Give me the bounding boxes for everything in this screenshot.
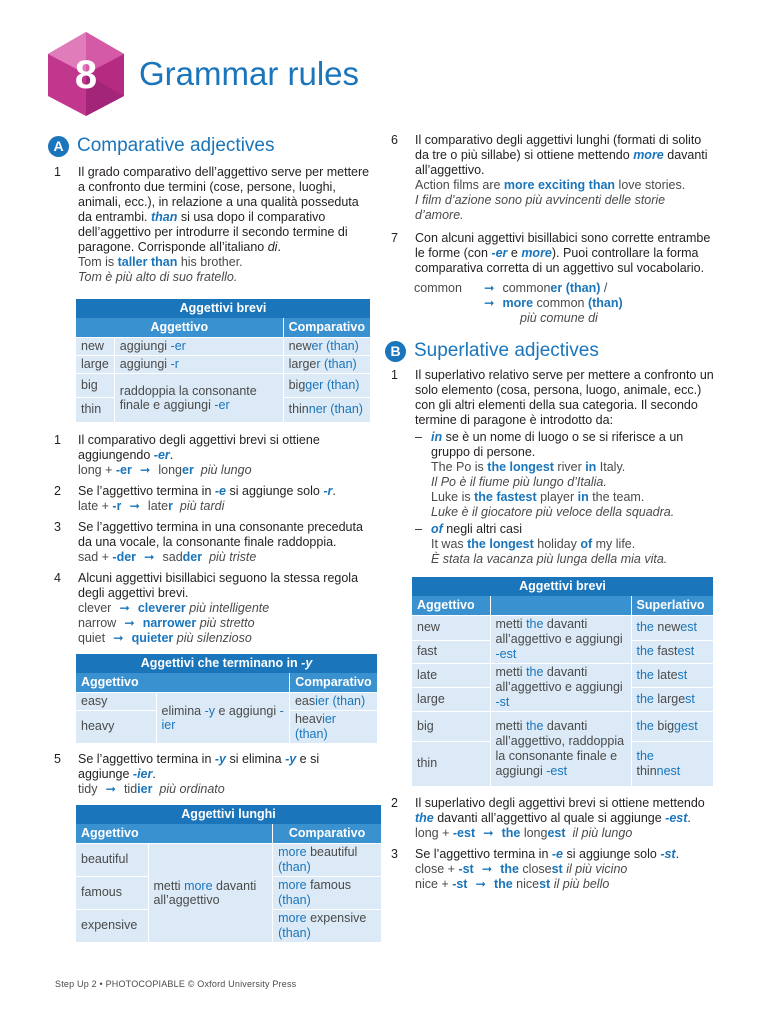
- table-row: big metti the davanti all’aggettivo, raddoppia la consonante finale e aggiungi -est the biggest: [412, 712, 713, 742]
- table-row: easy elimina -y e aggiungi -ier easier (than): [76, 692, 377, 710]
- rule-3: 3 Se l’aggettivo termina in una consonante preceduta da una vocale, la consonante finale raddoppia. sad + -der ➞ sadder più triste: [54, 519, 363, 564]
- superlative-rule-3: 3 Se l’aggettivo termina in -e si aggiunge solo -st. close + -st ➞ the closest il più vicino nice + -st ➞ the nicest il più bello: [391, 846, 680, 891]
- table-row: big raddoppia la consonante finale e aggiungi -er bigger (than): [76, 374, 370, 398]
- example: Tom is taller than his brother.: [78, 255, 243, 269]
- table-row: expensive more expensive (than): [76, 909, 381, 942]
- table-caption: Aggettivi lunghi: [76, 805, 381, 824]
- table-superlative-short: Aggettivi brevi Aggettivo Superlativo new metti the davanti all’aggettivo e aggiungi -est the newest fast the fastest late metti the davanti all’aggettivo e aggiungi -st the latest large the largest big metti the davanti all’aggettivo, raddoppia la consonante finale e aggiungi -est the biggest thin the thinnest: [412, 577, 713, 786]
- superlative-rule-2: 2 Il superlativo degli aggettivi brevi si ottiene mettendo the davanti all’aggettivo al quale si aggiunge -est. long + -est ➞ the longest il più lungo: [391, 795, 705, 840]
- table-row: thin the thinnest: [412, 742, 713, 786]
- table-row: fast the fastest: [412, 640, 713, 664]
- table-row: large aggiungi -r larger (than): [76, 356, 370, 374]
- section-b-title: Superlative adjectives: [414, 340, 599, 361]
- table-y-adjectives: Aggettivi che terminano in -y Aggettivo Comparativo easy elimina -y e aggiungi -ier easier (than) heavy heavier (than): [76, 654, 377, 743]
- rule-5: 5 Se l’aggettivo termina in -y si elimina -y e si aggiunge -ier. tidy ➞ tidier più ordinato: [54, 751, 320, 796]
- page-title: Grammar rules: [139, 55, 360, 92]
- table-row: thin thinner (than): [76, 398, 370, 422]
- left-column: [48, 133, 370, 942]
- right-column: [385, 133, 715, 892]
- table-short-adjectives: [76, 299, 370, 422]
- rule-number: 1: [54, 165, 61, 179]
- table-header: Comparativo: [283, 318, 370, 338]
- rule-2: 2 Se l’aggettivo termina in -e si aggiunge solo -r. late + -r ➞ later più tardi: [54, 483, 336, 513]
- table-row: beautiful metti more davanti all’aggettivo more beautiful (than): [76, 843, 381, 876]
- table-caption: Aggettivi brevi: [76, 299, 370, 318]
- table-row: late metti the davanti all’aggettivo e aggiungi -st the latest: [412, 664, 713, 688]
- section-a-title: Comparative adjectives: [77, 135, 275, 156]
- table-caption: Aggettivi brevi: [412, 577, 713, 596]
- unit-number-hexagon: [44, 30, 128, 118]
- rule-intro: [48, 165, 370, 285]
- section-a-badge: A: [48, 136, 69, 157]
- table-row: new aggiungi -er newer (than): [76, 338, 370, 356]
- rule-7: 7 Con alcuni aggettivi bisillabici sono corrette entrambe le forme (con -er e more). Puoi controllare la forma comparativa corretta di un aggettivo sul vocabolario.: [391, 231, 711, 275]
- section-b-badge: B: [385, 341, 406, 362]
- table-header: Aggettivo: [76, 318, 283, 338]
- table-long-adjectives: Aggettivi lunghi Aggettivo Comparativo beautiful metti more davanti all’aggettivo more beautiful (than) famous more famous (than) expensive more expensive (than): [76, 805, 381, 942]
- table-row: large the largest: [412, 688, 713, 712]
- example-translation: Tom è più alto di suo fratello.: [78, 270, 238, 284]
- rule-1: 1 Il comparativo degli aggettivi brevi si ottiene aggiungendo -er. long + -er ➞ longer più lungo: [54, 432, 320, 477]
- table-row: famous more famous (than): [76, 876, 381, 909]
- rule-7-example: common ➞ commoner (than) / ➞ more common (than) più comune di: [414, 281, 623, 325]
- rule-6: 6 Il comparativo degli aggettivi lunghi (formati di solito da tre o più sillabe) si ottiene mettendo more davanti all’aggettivo. Action films are more exciting than love stories. I film d’azione sono più avvincenti delle storie d’amore.: [391, 133, 708, 222]
- section-a-heading: [48, 133, 370, 159]
- rule-text: Il grado comparativo dell’aggettivo serve per mettere a confronto due termini (cose, persone, luoghi, animali, ecc.), in relazione a una qualità posseduta da entrambi. than si usa dopo il comparativo dell’aggettivo per introdurre il secondo termine di paragone. Corrisponde all’italiano di.: [78, 165, 370, 254]
- page-footer: Step Up 2 • PHOTOCOPIABLE © Oxford University Press: [55, 979, 297, 989]
- table-caption: Aggettivi che terminano in -y: [76, 654, 377, 673]
- section-b-heading: [385, 338, 715, 364]
- rule-4: 4 Alcuni aggettivi bisillabici seguono la stessa regola degli aggettivi brevi. clever ➞ cleverer più intelligente narrow ➞ narrower più stretto quiet ➞ quieter più silenzioso: [54, 570, 359, 645]
- superlative-rule-1: 1 Il superlativo relativo serve per mettere a confronto un solo elemento (cosa, persona, luogo, animale, ecc.) con gli altri elementi della sua categoria. Il secondo termine di paragone è introdotto da: – in se è un nome di luogo o se si riferisce a un gruppo di persone. The Po is the longest river in Italy. Il Po è il fiume più lungo d’Italia. Luke is the fastest player in the team. Luke è il giocatore più veloce della squadra. – of negli altri casi It was the longest holiday of my life. È stata la vacanza più lunga della mia vita.: [391, 368, 714, 566]
- table-row: new metti the davanti all’aggettivo e aggiungi -est the newest: [412, 616, 713, 641]
- table-row: heavy heavier (than): [76, 710, 377, 743]
- unit-number: 8: [74, 53, 98, 97]
